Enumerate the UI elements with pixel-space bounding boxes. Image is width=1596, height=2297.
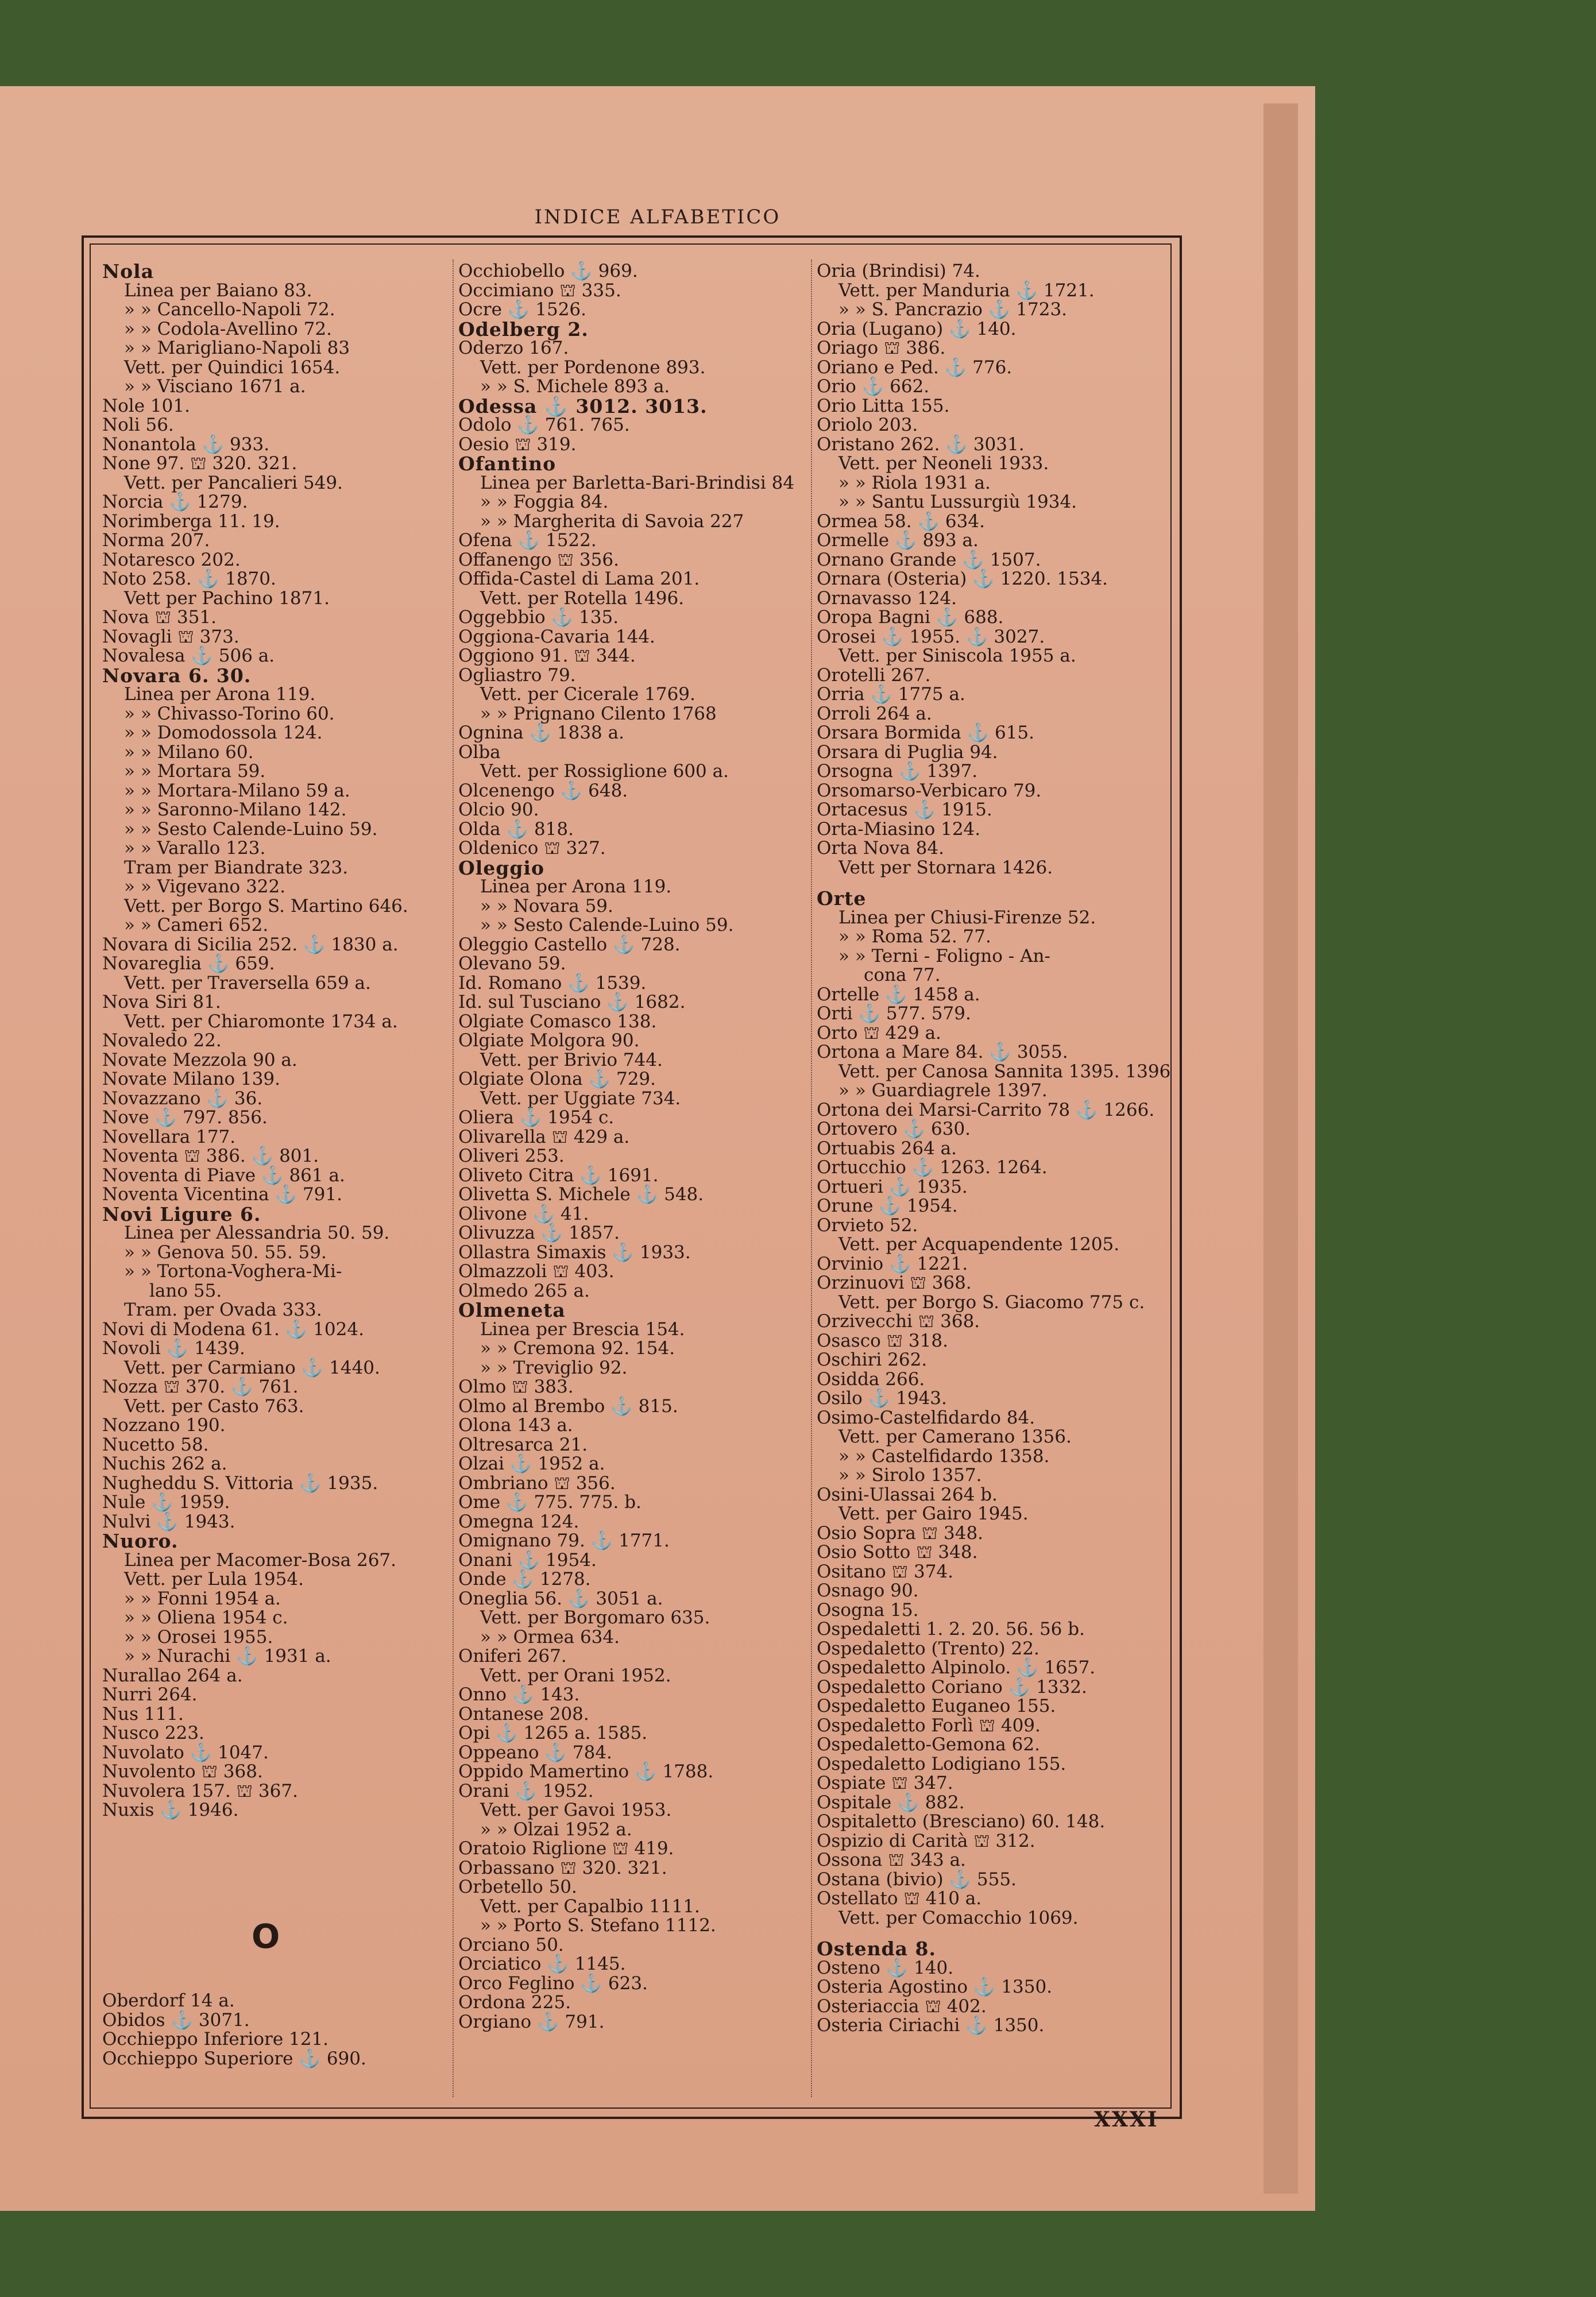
index-entry: » » Ormea 634. bbox=[480, 1626, 620, 1648]
index-entry: » » Mortara 59. bbox=[124, 761, 266, 782]
index-entry: Vett. per Gairo 1945. bbox=[838, 1503, 1029, 1524]
index-entry: Oldenico ⛫ 327. bbox=[458, 838, 606, 859]
index-entry: Norimberga 11. 19. bbox=[102, 511, 280, 532]
index-entry: Olcenengo ⚓ 648. bbox=[458, 780, 628, 801]
index-entry: Ortovero ⚓ 630. bbox=[817, 1119, 971, 1139]
index-entry: Ospedaletto Forlì ⛫ 409. bbox=[817, 1715, 1041, 1736]
index-entry: » » Marigliano-Napoli 83 bbox=[124, 338, 350, 358]
index-entry: Orzivecchi ⛫ 368. bbox=[817, 1311, 980, 1332]
index-entry: Vett. per Rotella 1496. bbox=[480, 587, 685, 609]
index-entry: Nuvolera 157. ⛫ 367. bbox=[102, 1780, 298, 1801]
index-entry: Ositano ⛫ 374. bbox=[817, 1561, 954, 1582]
index-entry: Nus 111. bbox=[102, 1703, 184, 1724]
index-entry: Opi ⚓ 1265 a. 1585. bbox=[458, 1723, 648, 1743]
index-column-2 bbox=[458, 262, 803, 2032]
index-entry: Linea per Brescia 154. bbox=[480, 1318, 685, 1340]
index-entry: » » Sesto Calende-Luino 59. bbox=[480, 915, 734, 935]
index-entry: » » Cancello-Napoli 72. bbox=[124, 299, 335, 320]
index-entry: lano 55. bbox=[149, 1280, 222, 1301]
index-entry: » » Santu Lussurgiù 1934. bbox=[838, 492, 1077, 512]
index-entry: » » Orosei 1955. bbox=[124, 1626, 273, 1648]
index-entry: Orani ⚓ 1952. bbox=[458, 1780, 594, 1801]
index-entry: Novazzano ⚓ 36. bbox=[102, 1088, 263, 1109]
index-entry: Oleggio Castello ⚓ 728. bbox=[458, 934, 681, 955]
index-entry: Orotelli 267. bbox=[817, 664, 931, 686]
index-entry: Norcia ⚓ 1279. bbox=[102, 492, 248, 512]
index-entry: Novalesa ⚓ 506 a. bbox=[102, 645, 275, 666]
index-entry: Orciatico ⚓ 1145. bbox=[458, 1954, 626, 1974]
index-entry: Osteria Ciriachi ⚓ 1350. bbox=[817, 2015, 1045, 2036]
index-entry: Ornara (Osteria) ⚓ 1220. 1534. bbox=[817, 569, 1108, 589]
index-entry: Vett. per Comacchio 1069. bbox=[838, 1907, 1079, 1928]
index-entry: Vett. per Orani 1952. bbox=[480, 1665, 671, 1686]
index-entry: Linea per Arona 119. bbox=[124, 684, 316, 705]
index-entry: » » Novara 59. bbox=[480, 895, 613, 917]
index-entry: Ospedaletto Coriano ⚓ 1332. bbox=[817, 1676, 1087, 1697]
index-entry: » » Olzai 1952 a. bbox=[480, 1819, 632, 1840]
index-entry: Nozzano 190. bbox=[102, 1415, 226, 1436]
index-entry: Vett. per Traversella 659 a. bbox=[124, 972, 371, 993]
index-entry: Nuxis ⚓ 1946. bbox=[102, 1800, 239, 1820]
index-column-1 bbox=[102, 262, 447, 1820]
index-entry: Oderzo 167. bbox=[458, 338, 569, 358]
index-entry: » » Oliena 1954 c. bbox=[124, 1607, 288, 1628]
section-letter: O bbox=[252, 1917, 280, 1956]
index-entry: Orsogna ⚓ 1397. bbox=[817, 761, 978, 782]
index-entry: Nulvi ⚓ 1943. bbox=[102, 1511, 235, 1532]
index-entry: » » Terni - Foligno - An- bbox=[838, 945, 1050, 966]
index-entry: Novareglia ⚓ 659. bbox=[102, 953, 275, 974]
index-entry: Orsara Bormida ⚓ 615. bbox=[817, 722, 1035, 743]
index-entry: Novellara 177. bbox=[102, 1126, 236, 1147]
index-entry: Vett. per Gavoi 1953. bbox=[480, 1800, 672, 1820]
index-entry: Ortucchio ⚓ 1263. 1264. bbox=[817, 1157, 1048, 1178]
index-heading: Novara 6. 30. bbox=[102, 664, 252, 687]
index-entry: Oria (Brindisi) 74. bbox=[817, 261, 980, 281]
index-entry: Osimo-Castelfidardo 84. bbox=[817, 1407, 1035, 1428]
index-entry: Ospitaletto (Bresciano) 60. 148. bbox=[817, 1811, 1106, 1832]
index-entry: Olgiate Olona ⚓ 729. bbox=[458, 1069, 656, 1089]
index-entry: Olevano 59. bbox=[458, 953, 566, 974]
index-entry: Osini-Ulassai 264 b. bbox=[817, 1484, 998, 1505]
index-entry: Novoli ⚓ 1439. bbox=[102, 1338, 245, 1359]
index-entry: Ortueri ⚓ 1935. bbox=[817, 1176, 968, 1197]
index-entry: Osteno ⚓ 140. bbox=[817, 1957, 954, 1978]
index-entry: Novate Milano 139. bbox=[102, 1069, 280, 1089]
index-entry: Vett. per Acquapendente 1205. bbox=[838, 1234, 1120, 1255]
index-entry: Olona 143 a. bbox=[458, 1415, 573, 1436]
index-entry: Oschiri 262. bbox=[817, 1349, 928, 1370]
index-entry: Linea per Chiusi-Firenze 52. bbox=[838, 907, 1096, 928]
index-entry: Nozza ⛫ 370. ⚓ 761. bbox=[102, 1376, 299, 1397]
index-entry: Offanengo ⛫ 356. bbox=[458, 549, 619, 570]
index-entry: Orti ⚓ 577. 579. bbox=[817, 1003, 971, 1024]
index-entry: Olgiate Comasco 138. bbox=[458, 1011, 657, 1032]
index-entry: Orsara di Puglia 94. bbox=[817, 741, 998, 763]
index-entry: Vett per Stornara 1426. bbox=[838, 857, 1053, 878]
index-entry: Ospedaletto Lodigiano 155. bbox=[817, 1753, 1066, 1774]
page-edge-shadow bbox=[1263, 103, 1298, 2194]
index-entry: » » Riola 1931 a. bbox=[838, 472, 991, 493]
index-entry: Linea per Macomer-Bosa 267. bbox=[124, 1549, 397, 1571]
index-entry: Ormelle ⚓ 893 a. bbox=[817, 530, 979, 551]
page-number: XXXI bbox=[1094, 2107, 1159, 2132]
index-entry: Nonantola ⚓ 933. bbox=[102, 434, 270, 455]
index-entry: Vett. per Canosa Sannita 1395. 1396 bbox=[838, 1061, 1171, 1082]
index-entry: Oniferi 267. bbox=[458, 1646, 567, 1666]
index-entry: Onno ⚓ 143. bbox=[458, 1684, 580, 1705]
index-entry: Vett. per Pordenone 893. bbox=[480, 357, 706, 378]
index-entry: Vett. per Quindici 1654. bbox=[124, 357, 341, 378]
index-entry: » » Fonni 1954 a. bbox=[124, 1588, 281, 1609]
index-entry: Ornano Grande ⚓ 1507. bbox=[817, 549, 1041, 570]
index-entry: Ospiate ⛫ 347. bbox=[817, 1773, 953, 1793]
index-entry: Ombriano ⛫ 356. bbox=[458, 1472, 616, 1494]
index-entry: Oggiono 91. ⛫ 344. bbox=[458, 645, 636, 666]
index-entry: Olivuzza ⚓ 1857. bbox=[458, 1223, 620, 1243]
index-heading: Oleggio bbox=[458, 856, 544, 879]
index-entry: Orosei ⚓ 1955. ⚓ 3027. bbox=[817, 626, 1045, 647]
index-entry: Noto 258. ⚓ 1870. bbox=[102, 569, 276, 589]
index-entry: Oristano 262. ⚓ 3031. bbox=[817, 434, 1025, 455]
index-heading: Odessa ⚓ 3012. 3013. bbox=[458, 395, 708, 417]
index-entry: » » Treviglio 92. bbox=[480, 1357, 628, 1378]
index-entry: Ortona a Mare 84. ⚓ 3055. bbox=[817, 1042, 1068, 1062]
index-heading: Novi Ligure 6. bbox=[102, 1202, 261, 1225]
index-entry: Nugheddu S. Vittoria ⚓ 1935. bbox=[102, 1472, 378, 1494]
index-entry: Osasco ⛫ 318. bbox=[817, 1330, 948, 1351]
index-entry: Olgiate Molgora 90. bbox=[458, 1030, 640, 1051]
index-entry: Vett. per Rossiglione 600 a. bbox=[480, 761, 729, 782]
index-entry: » » Nurachi ⚓ 1931 a. bbox=[124, 1646, 331, 1666]
index-entry: Ormea 58. ⚓ 634. bbox=[817, 511, 985, 532]
index-entry: Orzinuovi ⛫ 368. bbox=[817, 1273, 972, 1293]
index-entry: Osteria Agostino ⚓ 1350. bbox=[817, 1977, 1053, 1997]
index-entry: Oropa Bagni ⚓ 688. bbox=[817, 607, 1004, 628]
index-entry: Vett. per Cicerale 1769. bbox=[480, 684, 695, 705]
index-entry: » » Cameri 652. bbox=[124, 915, 269, 935]
index-entry: Tram per Biandrate 323. bbox=[124, 857, 349, 878]
index-entry: Vett. per Lula 1954. bbox=[124, 1569, 304, 1590]
index-entry: Linea per Arona 119. bbox=[480, 876, 672, 897]
index-entry: Ontanese 208. bbox=[458, 1703, 589, 1724]
index-entry: Nole 101. bbox=[102, 395, 190, 416]
index-entry: » » Cremona 92. 154. bbox=[480, 1338, 675, 1359]
index-entry: Orta-Miasino 124. bbox=[817, 818, 981, 840]
index-entry: » » Saronno-Milano 142. bbox=[124, 799, 347, 820]
index-entry: Noventa ⛫ 386. ⚓ 801. bbox=[102, 1146, 319, 1166]
index-entry: Orria ⚓ 1775 a. bbox=[817, 684, 965, 705]
index-entry: Vett. per Chiaromonte 1734 a. bbox=[124, 1011, 398, 1032]
index-entry: Orto ⛫ 429 a. bbox=[817, 1022, 941, 1043]
index-entry: Nusco 223. bbox=[102, 1723, 204, 1743]
index-entry: » » Codola-Avellino 72. bbox=[124, 318, 332, 339]
index-entry: Oriago ⛫ 386. bbox=[817, 338, 946, 358]
index-entry: Ofena ⚓ 1522. bbox=[458, 530, 597, 551]
index-entry: Vett per Pachino 1871. bbox=[124, 587, 330, 609]
o-section-entries bbox=[102, 1991, 447, 2068]
index-entry: Nurri 264. bbox=[102, 1684, 198, 1705]
index-entry: » » Varallo 123. bbox=[124, 838, 266, 859]
index-heading: Odelberg 2. bbox=[458, 318, 589, 341]
index-entry: Orbassano ⛫ 320. 321. bbox=[458, 1857, 667, 1878]
index-entry: Omegna 124. bbox=[458, 1511, 579, 1532]
index-entry: Olcio 90. bbox=[458, 799, 539, 820]
index-entry: » » Sesto Calende-Luino 59. bbox=[124, 818, 378, 840]
index-entry: » » S. Pancrazio ⚓ 1723. bbox=[838, 299, 1068, 320]
index-heading: Nuoro. bbox=[102, 1530, 179, 1552]
index-entry: Oppido Mamertino ⚓ 1788. bbox=[458, 1761, 714, 1782]
index-entry: Osogna 15. bbox=[817, 1599, 919, 1621]
index-entry: Vett. per Capalbio 1111. bbox=[480, 1896, 700, 1917]
index-entry: Olmedo 265 a. bbox=[458, 1280, 590, 1301]
index-entry: Vett. per Borgo S. Giacomo 775 c. bbox=[838, 1291, 1145, 1313]
index-entry: Nurallao 264 a. bbox=[102, 1665, 243, 1686]
index-entry: Orio Litta 155. bbox=[817, 395, 950, 416]
index-entry: Oliera ⚓ 1954 c. bbox=[458, 1107, 615, 1128]
index-entry: Orciano 50. bbox=[458, 1934, 564, 1955]
index-entry: Orgiano ⚓ 791. bbox=[458, 2011, 605, 2032]
index-entry: Osilo ⚓ 1943. bbox=[817, 1388, 947, 1409]
index-entry: Osidda 266. bbox=[817, 1368, 925, 1390]
index-entry: Vett. per Casto 763. bbox=[124, 1395, 304, 1417]
index-entry: Nuvolato ⚓ 1047. bbox=[102, 1742, 269, 1763]
index-entry: Orune ⚓ 1954. bbox=[817, 1196, 958, 1216]
index-entry: » » Roma 52. 77. bbox=[838, 926, 991, 947]
index-entry: Oliveto Citra ⚓ 1691. bbox=[458, 1165, 659, 1186]
index-heading: Orte bbox=[817, 887, 867, 910]
index-entry: Odolo ⚓ 761. 765. bbox=[458, 415, 630, 435]
index-entry: Nule ⚓ 1959. bbox=[102, 1492, 230, 1513]
index-entry: Vett. per Borgo S. Martino 646. bbox=[124, 895, 408, 917]
index-column-3 bbox=[817, 261, 1171, 2036]
index-entry: » » Foggia 84. bbox=[480, 492, 609, 512]
index-entry: Oneglia 56. ⚓ 3051 a. bbox=[458, 1588, 663, 1609]
index-entry: Novagli ⛫ 373. bbox=[102, 626, 239, 647]
index-entry: Nove ⚓ 797. 856. bbox=[102, 1107, 268, 1128]
index-entry: Ogliastro 79. bbox=[458, 664, 576, 686]
index-entry: » » Castelfidardo 1358. bbox=[838, 1445, 1050, 1467]
index-entry: Ospizio di Carità ⛫ 312. bbox=[817, 1830, 1035, 1851]
index-entry: Oppeano ⚓ 784. bbox=[458, 1742, 612, 1763]
index-entry: » » Margherita di Savoia 227 bbox=[480, 511, 744, 532]
index-entry: Onde ⚓ 1278. bbox=[458, 1569, 591, 1590]
index-entry: None 97. ⛫ 320. 321. bbox=[102, 453, 297, 474]
index-entry: Ospedaletti 1. 2. 20. 56. 56 b. bbox=[817, 1619, 1085, 1639]
index-entry: Vett. per Carmiano ⚓ 1440. bbox=[124, 1357, 380, 1378]
column-divider bbox=[453, 260, 454, 2097]
index-entry: Oriolo 203. bbox=[817, 415, 918, 435]
index-entry: Osio Sotto ⛫ 348. bbox=[817, 1542, 978, 1563]
index-entry: Orroli 264 a. bbox=[817, 703, 932, 724]
index-entry: Ospedaletto Euganeo 155. bbox=[817, 1696, 1056, 1716]
index-entry: Olivone ⚓ 41. bbox=[458, 1203, 589, 1224]
index-entry: Ognina ⚓ 1838 a. bbox=[458, 722, 624, 743]
index-entry: » » Domodossola 124. bbox=[124, 722, 323, 743]
index-entry: Oliveri 253. bbox=[458, 1146, 565, 1166]
index-heading: Nola bbox=[102, 260, 154, 283]
index-heading: Ofantino bbox=[458, 453, 557, 475]
index-entry: Vett. per Siniscola 1955 a. bbox=[838, 645, 1076, 666]
index-entry: Vett. per Pancalieri 549. bbox=[124, 472, 343, 493]
index-entry: Ortona dei Marsi-Carrito 78 ⚓ 1266. bbox=[817, 1099, 1155, 1120]
index-entry: Olivetta S. Michele ⚓ 548. bbox=[458, 1184, 704, 1205]
index-entry: Linea per Baiano 83. bbox=[124, 280, 312, 301]
index-entry: » » Tortona-Voghera-Mi- bbox=[124, 1261, 342, 1282]
index-entry: » » Guardiagrele 1397. bbox=[838, 1080, 1048, 1101]
index-entry: Novi di Modena 61. ⚓ 1024. bbox=[102, 1318, 364, 1340]
index-entry: » » Mortara-Milano 59 a. bbox=[124, 780, 350, 801]
index-entry: Obidos ⚓ 3071. bbox=[102, 2009, 250, 2031]
index-entry: Oberdorf 14 a. bbox=[102, 1990, 235, 2011]
index-entry: Oltresarca 21. bbox=[458, 1434, 588, 1455]
index-entry: Ortacesus ⚓ 1915. bbox=[817, 799, 992, 820]
index-entry: Occimiano ⛫ 335. bbox=[458, 280, 621, 301]
index-entry: Nucetto 58. bbox=[102, 1434, 209, 1455]
index-entry: Onani ⚓ 1954. bbox=[458, 1549, 597, 1571]
index-entry: Orio ⚓ 662. bbox=[817, 376, 930, 397]
index-entry: Tram. per Ovada 333. bbox=[124, 1300, 322, 1320]
index-entry: Notaresco 202. bbox=[102, 549, 241, 570]
index-entry: » » S. Michele 893 a. bbox=[480, 376, 670, 397]
index-heading: Olmeneta bbox=[458, 1299, 566, 1321]
index-entry: Ortuabis 264 a. bbox=[817, 1138, 957, 1159]
index-entry: Ocre ⚓ 1526. bbox=[458, 299, 586, 320]
index-entry: Linea per Barletta-Bari-Brindisi 84 bbox=[480, 472, 795, 493]
index-entry: Ordona 225. bbox=[458, 1992, 571, 2013]
index-entry: Ospedaletto (Trento) 22. bbox=[817, 1638, 1039, 1659]
index-entry: Orvinio ⚓ 1221. bbox=[817, 1253, 968, 1274]
index-entry: Vett. per Uggiate 734. bbox=[480, 1088, 681, 1109]
index-entry: Linea per Alessandria 50. 59. bbox=[124, 1223, 390, 1243]
index-entry: Omignano 79. ⚓ 1771. bbox=[458, 1530, 670, 1551]
index-entry: Vett. per Camerano 1356. bbox=[838, 1426, 1072, 1447]
index-entry: Novaledo 22. bbox=[102, 1030, 222, 1051]
index-entry: Ospedaletto-Gemona 62. bbox=[817, 1734, 1040, 1755]
index-entry: Osio Sopra ⛫ 348. bbox=[817, 1522, 984, 1544]
index-entry: Olba bbox=[458, 741, 501, 763]
index-entry: » » Milano 60. bbox=[124, 741, 254, 763]
column-divider bbox=[811, 260, 812, 2097]
index-entry: Oggebbio ⚓ 135. bbox=[458, 607, 619, 628]
index-entry: Nuvolento ⛫ 368. bbox=[102, 1761, 263, 1782]
index-entry: Orvieto 52. bbox=[817, 1215, 918, 1236]
index-entry: Olzai ⚓ 1952 a. bbox=[458, 1453, 605, 1474]
index-entry: Olivarella ⛫ 429 a. bbox=[458, 1126, 630, 1147]
index-entry: Noli 56. bbox=[102, 415, 174, 435]
index-entry: Oria (Lugano) ⚓ 140. bbox=[817, 318, 1017, 339]
running-header: INDICE ALFABETICO bbox=[534, 206, 781, 229]
index-heading: Ostenda 8. bbox=[817, 1938, 936, 1960]
index-entry: Id. sul Tusciano ⚓ 1682. bbox=[458, 992, 686, 1012]
index-entry: Occhiobello ⚓ 969. bbox=[458, 261, 638, 281]
index-entry: » » Visciano 1671 a. bbox=[124, 376, 306, 397]
index-entry: Novate Mezzola 90 a. bbox=[102, 1049, 297, 1070]
index-entry: Ostana (bivio) ⚓ 555. bbox=[817, 1869, 1017, 1890]
index-entry: » » Porto S. Stefano 1112. bbox=[480, 1915, 716, 1936]
index-entry: Ollastra Simaxis ⚓ 1933. bbox=[458, 1242, 691, 1263]
index-entry: Id. Romano ⚓ 1539. bbox=[458, 972, 647, 993]
index-entry: Oggiona-Cavaria 144. bbox=[458, 626, 655, 647]
index-entry: Noventa Vicentina ⚓ 791. bbox=[102, 1184, 342, 1205]
index-entry: Vett. per Borgomaro 635. bbox=[480, 1607, 710, 1628]
index-entry: Osnago 90. bbox=[817, 1580, 919, 1601]
index-entry: Orsomarso-Verbicaro 79. bbox=[817, 780, 1042, 801]
index-entry: Oriano e Ped. ⚓ 776. bbox=[817, 357, 1013, 378]
index-entry: Ospitale ⚓ 882. bbox=[817, 1792, 965, 1813]
index-entry: Nova ⛫ 351. bbox=[102, 607, 217, 628]
index-entry: Nova Siri 81. bbox=[102, 992, 221, 1012]
index-entry: Olda ⚓ 818. bbox=[458, 818, 574, 840]
index-entry: Olmo al Brembo ⚓ 815. bbox=[458, 1395, 678, 1417]
index-entry bbox=[817, 877, 1161, 889]
index-entry: Offida-Castel di Lama 201. bbox=[458, 569, 700, 589]
index-entry: Orta Nova 84. bbox=[817, 838, 944, 859]
index-entry: Orco Feglino ⚓ 623. bbox=[458, 1973, 648, 1994]
index-entry: Vett. per Neoneli 1933. bbox=[838, 453, 1049, 474]
index-entry: » » Sirolo 1357. bbox=[838, 1465, 982, 1486]
index-entry: » » Genova 50. 55. 59. bbox=[124, 1242, 327, 1263]
index-entry: » » Vigevano 322. bbox=[124, 876, 286, 897]
index-entry: Ome ⚓ 775. 775. b. bbox=[458, 1492, 642, 1513]
index-entry: Oesio ⛫ 319. bbox=[458, 434, 577, 455]
index-entry: Novara di Sicilia 252. ⚓ 1830 a. bbox=[102, 934, 399, 955]
index-entry: Occhieppo Superiore ⚓ 690. bbox=[102, 2048, 366, 2069]
index-entry: » » Chivasso-Torino 60. bbox=[124, 703, 335, 724]
index-entry: Ornavasso 124. bbox=[817, 587, 957, 609]
index-entry: Ostellato ⛫ 410 a. bbox=[817, 1888, 982, 1909]
index-entry: Occhieppo Inferiore 121. bbox=[102, 2029, 329, 2049]
index-entry: Ossona ⛫ 343 a. bbox=[817, 1850, 966, 1870]
index-entry: Ortelle ⚓ 1458 a. bbox=[817, 984, 980, 1005]
index-entry: Noventa di Piave ⚓ 861 a. bbox=[102, 1165, 345, 1186]
index-entry: Nuchis 262 a. bbox=[102, 1453, 227, 1474]
index-entry: Oratoio Riglione ⛫ 419. bbox=[458, 1838, 674, 1859]
index-entry: cona 77. bbox=[864, 965, 941, 985]
index-entry: Olmo ⛫ 383. bbox=[458, 1376, 574, 1397]
index-entry: Orbetello 50. bbox=[458, 1877, 577, 1897]
index-entry: Vett. per Manduria ⚓ 1721. bbox=[838, 280, 1095, 301]
index-entry: Ospedaletto Alpinolo. ⚓ 1657. bbox=[817, 1657, 1096, 1678]
index-entry: Vett. per Brivio 744. bbox=[480, 1049, 663, 1070]
index-entry: Olmazzoli ⛫ 403. bbox=[458, 1261, 615, 1282]
index-entry: Norma 207. bbox=[102, 530, 210, 551]
index-entry: » » Prignano Cilento 1768 bbox=[480, 703, 717, 724]
index-entry: Osteriaccia ⛫ 402. bbox=[817, 1996, 987, 2017]
